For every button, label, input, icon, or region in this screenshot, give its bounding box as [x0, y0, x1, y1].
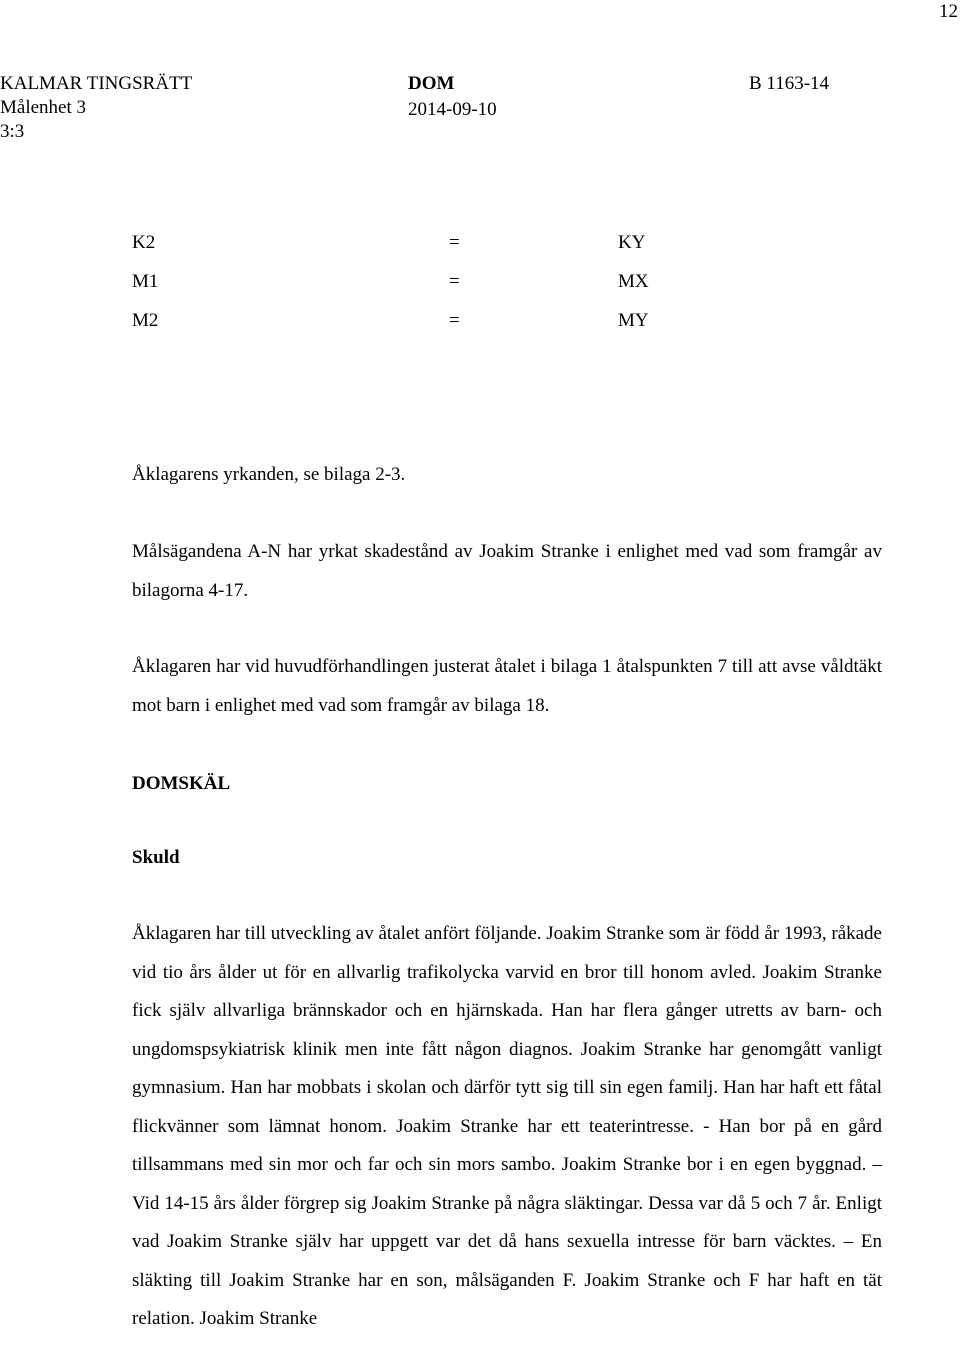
- key-equals: =: [449, 271, 460, 292]
- key-value: MX: [618, 271, 649, 292]
- key-equals: =: [449, 310, 460, 331]
- key-code: K2: [132, 232, 156, 253]
- key-value: MY: [618, 310, 649, 331]
- adjusted-charge-paragraph: Åklagaren har vid huvudförhandlingen justerat åtalet i bilaga 1 åtalspunkten 7 till att avse våldtäkt mot barn i enlighet med vad som framgår av bilaga 18.: [132, 656, 882, 716]
- damages-paragraph: Målsägandena A-N har yrkat skadestånd av Joakim Stranke i enlighet med vad som framgår av bilagorna 4-17.: [132, 541, 882, 601]
- key-code: M2: [132, 310, 159, 331]
- key-code: M1: [132, 271, 159, 292]
- key-equals: =: [449, 232, 460, 253]
- document-date: 2014-09-10: [408, 99, 497, 120]
- section-heading-domskal: DOMSKÄL: [132, 773, 231, 794]
- court-name: KALMAR TINGSRÄTT: [0, 73, 193, 94]
- body-paragraph: Åklagaren har till utveckling av åtalet anfört följande. Joakim Stranke som är född år 1993, råkade vid tio års ålder ut för en allvarlig trafikolycka varvid en bror till honom avled. Joakim Stranke fick själv allvarliga brännskador och en hjärnskada. Han har flera gånger utretts av barn- och ungdomspsykiatrisk klinik men inte fått någon diagnos. Joakim Stranke har genomgått vanligt gymnasium. Han har mobbats i skolan och därför tytt sig till sin egen familj. Han har haft ett fåtal flickvänner som lämnat honom. Joakim Stranke har ett teaterintresse. - Han bor på en gård tillsammans med sin mor och far och sin mors sambo. Joakim Stranke bor i en egen byggnad. – Vid 14-15 års ålder förgrep sig Joakim Stranke på några släktingar. Dessa var då 5 och 7 år. Enligt vad Joakim Stranke själv har uppgett var det då hans sexuella intresse för barn väcktes. – En släkting till Joakim Stranke har en son, målsäganden F. Joakim Stranke och F har haft en tät relation. Joakim Stranke: [132, 923, 882, 1329]
- subsection-heading-skuld: Skuld: [132, 847, 180, 868]
- indictment-paragraph: Åklagarens yrkanden, se bilaga 2-3.: [132, 464, 406, 485]
- page-of: 3:3: [0, 121, 25, 142]
- case-number: B 1163-14: [749, 73, 830, 94]
- document-type: DOM: [408, 73, 455, 94]
- court-unit: Målenhet 3: [0, 97, 87, 118]
- page-number: 12: [939, 1, 958, 22]
- key-value: KY: [618, 232, 646, 253]
